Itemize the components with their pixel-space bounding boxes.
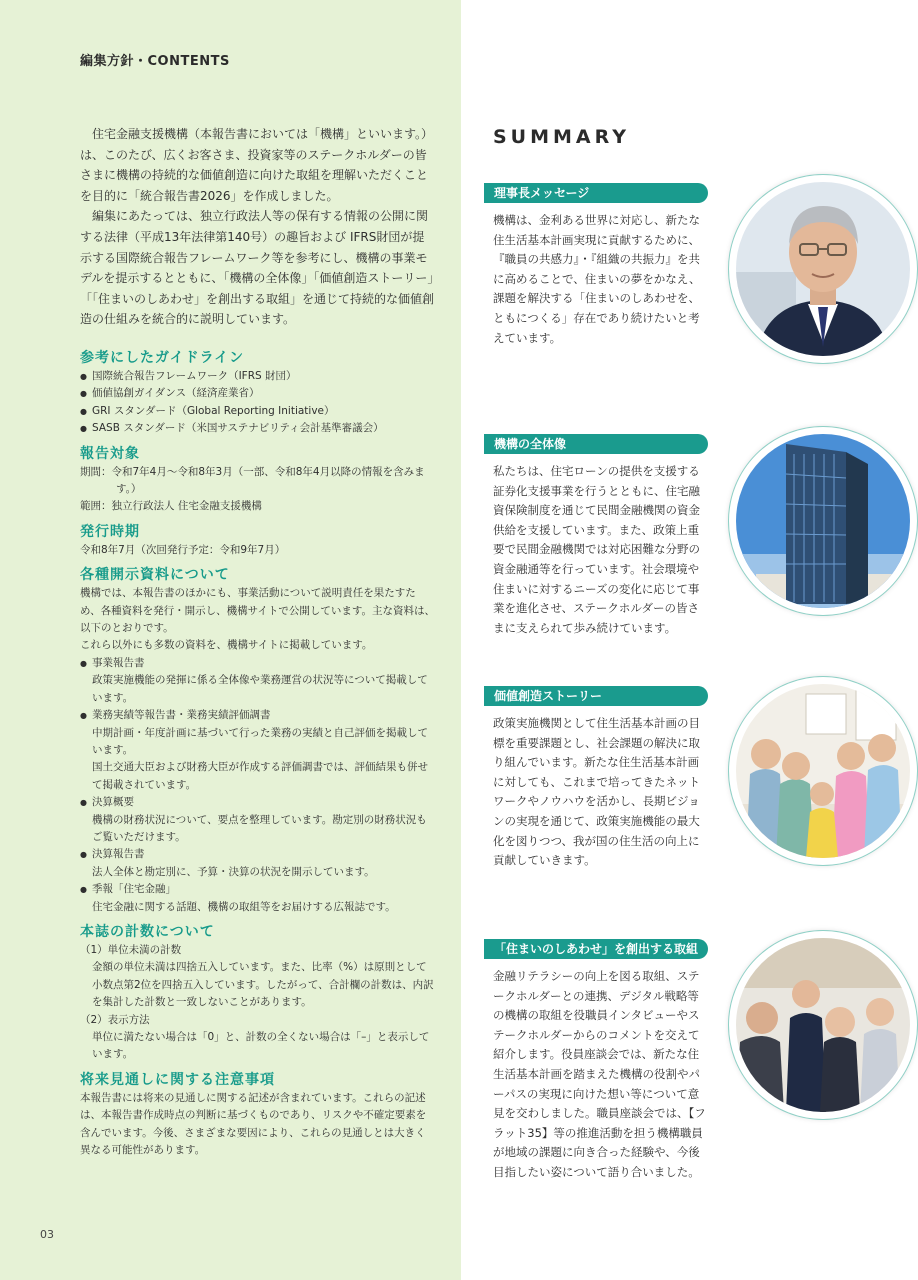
summary-block-message <box>484 183 708 348</box>
figures-text-2: 単位に満たない場合は「0」と、計数の全くない場合は「–」と表示しています。 <box>92 1031 430 1061</box>
issue-text: 令和8年7月（次回発行予定：令和9年7月） <box>80 543 286 556</box>
guideline-item: ● 価値協創ガイダンス（経済産業省） <box>80 385 436 402</box>
guideline-item: ● 国際統合報告フレームワーク（IFRS 財団） <box>80 368 436 385</box>
disclosure-item-desc: 国土交通大臣および財務大臣が作成する評価調書では、評価結果も併せて掲載されています。 <box>92 761 428 791</box>
disclosure-intro: 機構では、本報告書のほかにも、事業活動について説明責任を果たすため、各種資料を発行・開示し、機構サイトで公開しています。主な資料は、以下のとおりです。 <box>80 587 436 635</box>
figures-title: 本誌の計数について <box>80 923 215 940</box>
disclosure-item-label: ● 業務実績等報告書・業務実績評価調書 <box>80 707 436 724</box>
summary-heading: 価値創造ストーリー <box>484 686 708 706</box>
scope-period: 期間：令和7年4月～令和8年3月（一部、令和8年4月以降の情報を含みます。） <box>80 465 425 496</box>
figures-sub-2: （2）表示方法 <box>80 1013 150 1026</box>
disclosure-item-desc: 中期計画・年度計画に基づいて行った業務の実績と自己評価を掲載しています。 <box>92 726 428 756</box>
intro-text <box>80 124 436 330</box>
guideline-item: ● SASB スタンダード（米国サステナビリティ会計基準審議会） <box>80 420 436 437</box>
editorial-sections <box>80 348 436 1159</box>
disclosure-item-desc: 政策実施機能の発揮に係る全体像や業務運営の状況等について掲載しています。 <box>92 674 428 704</box>
disclosure-item-desc: 住宅金融に関する話題、機構の取組等をお届けする広報誌です。 <box>92 900 396 913</box>
disclosure-item-label: ● 決算概要 <box>80 794 436 811</box>
summary-block-value-story <box>484 686 708 871</box>
summary-block-overview <box>484 434 708 638</box>
guidelines-title: 参考にしたガイドライン <box>80 350 245 366</box>
figures-sub-1: （1）単位未満の計数 <box>80 943 182 956</box>
summary-text: 私たちは、住宅ローンの提供を支援する証券化支援事業を行うとともに、住宅融資保険制度を通じて民間金融機関の資金供給を支援しています。また、政策上重要で民間金融機関では対応困難な分野の資金融通等を行っています。社会環境や住まいに対するニーズの変化に応じて事業を進化させ、ステークホルダーの皆さまに支えられて歩み続けています。 <box>493 464 700 635</box>
page-number: 03 <box>40 1228 54 1241</box>
summary-text: 金融リテラシーの向上を図る取組、ステークホルダーとの連携、デジタル戦略等の機構の取組を役職員インタビューやステークホルダーからのコメントを交えて紹介します。役員座談会では、新たな住生活基本計画を踏まえた機構の役割やパーパスの実現に向けた想い等について意見を交わしました。職員座談会では、【フラット35】等の推進活動を担う機構職員が地域の課題に向き合った経験や、今後目指したい姿について語り合いました。 <box>493 969 706 1179</box>
summary-block-initiatives <box>484 939 708 1183</box>
staff-photo <box>729 931 917 1119</box>
issue-title: 発行時期 <box>80 523 140 540</box>
disclosure-item-label: ● 事業報告書 <box>80 655 436 672</box>
figures-text-1: 金額の単位未満は四捨五入しています。また、比率（%）は原則として小数点第2位を四捨五入しています。したがって、合計欄の計数は、内訳を集計した計数と一致しないことがあります。 <box>92 961 434 1009</box>
summary-heading: 機構の全体像 <box>484 434 708 454</box>
scope-title: 報告対象 <box>80 445 140 462</box>
summary-text: 機構は、金利ある世界に対応し、新たな住生活基本計画実現に貢献するために、『職員の共感力』・『組織の共振力』を共に高めることで、住まいの夢をかなえ、課題を解決する「住まいのしあわせを、ともにつくる」存在であり続けたいと考えています。 <box>493 213 701 345</box>
intro-paragraph-1: 住宅金融支援機構（本報告書においては「機構」といいます。）は、このたび、広くお客さま、投資家等のステークホルダーの皆さまに機構の持続的な価値創造に向けた取組を理解いただくことを目的に「統合報告書2026」を作成しました。 <box>80 127 434 203</box>
summary-heading: 理事長メッセージ <box>484 183 708 203</box>
forward-text: 本報告書には将来の見通しに関する記述が含まれています。これらの記述は、本報告書作成時点の判断に基づくものであり、リスクや不確定要素を含んでいます。今後、さまざまな要因により、これらの見通しとは大きく異なる可能性があります。 <box>80 1091 427 1157</box>
building-photo <box>729 427 917 615</box>
disclosure-item-label: ● 決算報告書 <box>80 846 436 863</box>
page-header-title: 編集方針・CONTENTS <box>80 54 230 69</box>
disclosure-item-label: ● 季報「住宅金融」 <box>80 881 436 898</box>
summary-text: 政策実施機関として住生活基本計画の目標を重要課題とし、社会課題の解決に取り組んでいます。新たな住生活基本計画に対しても、これまで培ってきたネットワークやノウハウを活かし、長期ビジョンの実現を通じて、政策実施機能の最大化を図りつつ、我が国の住生活の向上に貢献していきます。 <box>493 716 700 868</box>
summary-title: SUMMARY <box>493 126 630 148</box>
chairman-photo <box>729 175 917 363</box>
disclosure-item-desc: 機構の財務状況について、要点を整理しています。勘定別の財務状況もご覧いただけます。 <box>92 813 427 843</box>
disclosure-item-desc: 法人全体と勘定別に、予算・決算の状況を開示しています。 <box>92 865 375 878</box>
scope-range: 範囲：独立行政法人 住宅金融支援機構 <box>80 500 262 513</box>
guideline-item: ● GRI スタンダード（Global Reporting Initiative） <box>80 403 436 420</box>
disclosure-note: これら以外にも多数の資料を、機構サイトに掲載しています。 <box>80 639 373 652</box>
family-photo <box>729 677 917 865</box>
guidelines-list <box>80 368 436 438</box>
disclosure-title: 各種開示資料について <box>80 567 230 584</box>
intro-paragraph-2: 編集にあたっては、独立行政法人等の保有する情報の公開に関する法律（平成13年法律第140号）の趣旨および IFRS財団が提示する国際統合報告フレームワーク等を参考にし、機構の事業モデルを提示するとともに、「機構の全体像」「価値創造ストーリー」「「住まいのしあわせ」を創出する取組」を通じて持続的な価値創造の仕組みを統合的に説明しています。 <box>80 209 435 327</box>
summary-heading: 「住まいのしあわせ」を創出する取組 <box>484 939 708 959</box>
forward-title: 将来見通しに関する注意事項 <box>80 1071 275 1088</box>
